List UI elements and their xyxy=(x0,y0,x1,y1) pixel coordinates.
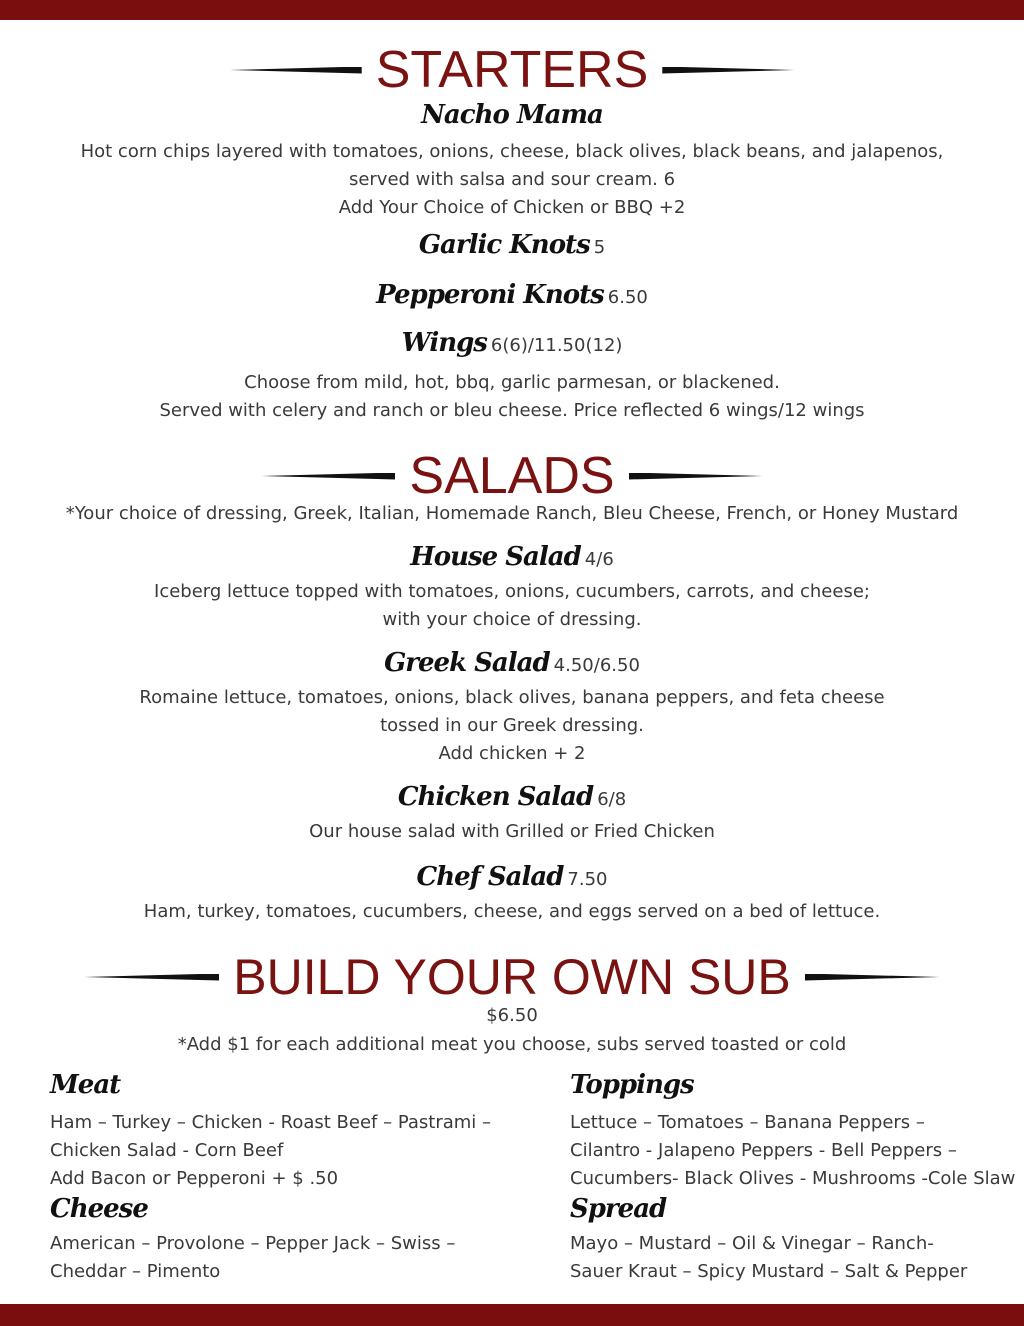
meat-options: Chicken Salad - Corn Beef xyxy=(50,1140,284,1161)
meat-options: Ham – Turkey – Chicken - Roast Beef – Pastrami – xyxy=(50,1112,492,1133)
salads-heading-row xyxy=(0,447,1024,505)
meat-addon: Add Bacon or Pepperoni + $ .50 xyxy=(50,1168,339,1189)
item-price: 4/6 xyxy=(584,549,614,570)
sub-heading-row xyxy=(0,949,1024,1005)
item-price: 6.50 xyxy=(607,287,648,308)
item-price: 6(6)/11.50(12) xyxy=(490,335,623,356)
salads-title: SALADS xyxy=(409,447,615,505)
heading-rule-left xyxy=(84,974,219,981)
menu-item-chef-salad xyxy=(0,862,1024,892)
spread-options: Mayo – Mustard – Oil & Vinegar – Ranch- xyxy=(570,1233,934,1254)
dressing-note: *Your choice of dressing, Greek, Italian, Homemade Ranch, Bleu Cheese, French, or Honey Mustard xyxy=(65,503,959,524)
toppings-options: Cucumbers- Black Olives - Mushrooms -Cole Slaw xyxy=(570,1168,1016,1189)
menu-item-house-salad xyxy=(0,542,1024,572)
item-name: Wings xyxy=(401,328,487,358)
item-name: Chicken Salad xyxy=(397,782,594,812)
sub-title: BUILD YOUR OWN SUB xyxy=(233,949,791,1005)
item-description: Choose from mild, hot, bbq, garlic parmesan, or blackened. xyxy=(244,372,780,393)
top-band xyxy=(0,0,1024,20)
heading-rule-left xyxy=(261,473,395,480)
meat-title: Meat xyxy=(50,1070,121,1100)
item-description: Hot corn chips layered with tomatoes, onions, cheese, black olives, black beans, and jalapenos, xyxy=(80,141,944,162)
item-description: with your choice of dressing. xyxy=(382,609,642,630)
bottom-band xyxy=(0,1304,1024,1326)
toppings-options: Cilantro - Jalapeno Peppers - Bell Peppers – xyxy=(570,1140,957,1161)
item-description: Our house salad with Grilled or Fried Chicken xyxy=(309,821,715,842)
item-price: 6/8 xyxy=(597,789,627,810)
toppings-options: Lettuce – Tomatoes – Banana Peppers – xyxy=(570,1112,925,1133)
item-description: Ham, turkey, tomatoes, cucumbers, cheese, and eggs served on a bed of lettuce. xyxy=(143,901,881,922)
item-name: Chef Salad xyxy=(416,862,564,892)
item-name: House Salad xyxy=(410,542,581,572)
cheese-options: Cheddar – Pimento xyxy=(50,1261,221,1282)
item-description: tossed in our Greek dressing. xyxy=(380,715,644,736)
item-description: Add Your Choice of Chicken or BBQ +2 xyxy=(338,197,686,218)
menu-item-wings xyxy=(0,328,1024,358)
menu-item-chicken-salad xyxy=(0,782,1024,812)
starters-heading-row xyxy=(0,41,1024,99)
item-description: served with salsa and sour cream. 6 xyxy=(348,169,676,190)
item-name: Pepperoni Knots xyxy=(376,280,604,310)
spread-options: Sauer Kraut – Spicy Mustard – Salt & Pepper xyxy=(570,1261,968,1282)
heading-rule-right xyxy=(805,974,940,981)
item-description: Iceberg lettuce topped with tomatoes, onions, cucumbers, carrots, and cheese; xyxy=(154,581,870,602)
item-price: 7.50 xyxy=(567,869,608,890)
item-description: Romaine lettuce, tomatoes, onions, black olives, banana peppers, and feta cheese xyxy=(139,687,885,708)
item-name: Nacho Mama xyxy=(421,100,603,130)
sub-price: $6.50 xyxy=(486,1005,538,1026)
item-description: Add chicken + 2 xyxy=(438,743,586,764)
menu-item-greek-salad xyxy=(0,648,1024,678)
toppings-title: Toppings xyxy=(570,1070,694,1100)
starters-title: STARTERS xyxy=(375,41,649,99)
heading-rule-right xyxy=(662,67,794,74)
sub-note: *Add $1 for each additional meat you choose, subs served toasted or cold xyxy=(177,1034,847,1055)
cheese-options: American – Provolone – Pepper Jack – Swiss – xyxy=(50,1233,456,1254)
menu-item-garlic-knots xyxy=(0,230,1024,260)
item-description: Served with celery and ranch or bleu cheese. Price reflected 6 wings/12 wings xyxy=(159,400,865,421)
heading-rule-left xyxy=(230,67,362,74)
spread-title: Spread xyxy=(570,1194,667,1224)
item-name: Garlic Knots xyxy=(418,230,590,260)
menu-item-pepperoni-knots xyxy=(0,280,1024,310)
heading-rule-right xyxy=(629,473,763,480)
item-price: 5 xyxy=(593,237,606,258)
cheese-title: Cheese xyxy=(50,1194,148,1224)
item-price: 4.50/6.50 xyxy=(553,655,640,676)
menu-item-nacho-mama xyxy=(0,100,1024,130)
item-name: Greek Salad xyxy=(384,648,550,678)
